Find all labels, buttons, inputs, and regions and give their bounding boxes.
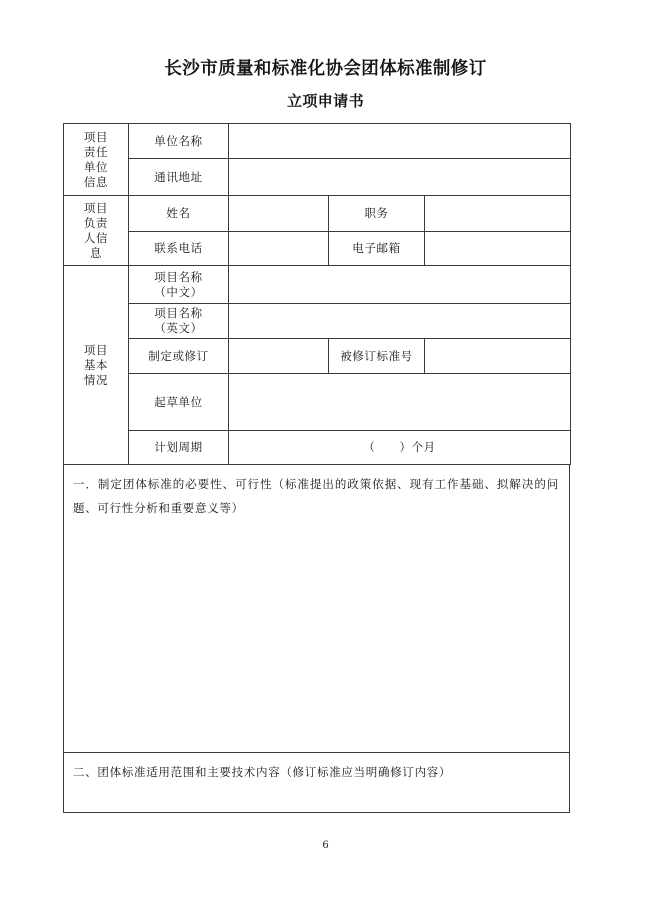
label-plan-cycle: 计划周期 bbox=[129, 431, 229, 465]
table-row bbox=[64, 232, 571, 266]
field-project-name-en[interactable] bbox=[229, 304, 571, 339]
page-number: 6 bbox=[322, 840, 329, 851]
side-label-line: 责任 bbox=[83, 144, 109, 159]
label-line-1: 项目名称 bbox=[154, 306, 203, 320]
field-unit-name[interactable] bbox=[229, 124, 571, 159]
table-row bbox=[64, 196, 571, 232]
label-revised-standard-no: 被修订标准号 bbox=[329, 339, 425, 374]
side-label-contact-person bbox=[64, 196, 129, 266]
side-label-line: 项目 bbox=[83, 129, 109, 144]
side-label-line: 信息 bbox=[83, 174, 109, 189]
field-phone[interactable] bbox=[229, 232, 329, 266]
field-email[interactable] bbox=[425, 232, 571, 266]
label-unit-name: 单位名称 bbox=[129, 124, 229, 159]
table-row bbox=[64, 124, 571, 159]
page-title-line-1: 长沙市质量和标准化协会团体标准制修订 bbox=[164, 59, 487, 79]
label-drafting-unit: 起草单位 bbox=[129, 374, 229, 431]
table-row bbox=[64, 431, 571, 465]
label-develop-or-revise: 制定或修订 bbox=[129, 339, 229, 374]
label-phone: 联系电话 bbox=[129, 232, 229, 266]
field-revised-standard-no[interactable] bbox=[425, 339, 571, 374]
side-label-line: 基本 bbox=[83, 357, 109, 372]
side-label-project-basics bbox=[64, 266, 129, 465]
table-row bbox=[64, 339, 571, 374]
table-row bbox=[64, 304, 571, 339]
field-person-position[interactable] bbox=[425, 196, 571, 232]
section-necessity-feasibility[interactable] bbox=[63, 464, 570, 753]
application-form-table bbox=[63, 123, 571, 465]
label-email: 电子邮箱 bbox=[329, 232, 425, 266]
field-person-name[interactable] bbox=[229, 196, 329, 232]
field-plan-cycle[interactable]: （ ）个月 bbox=[229, 431, 571, 465]
table-row bbox=[64, 159, 571, 196]
field-project-name-cn[interactable] bbox=[229, 266, 571, 304]
label-line-2: （中文） bbox=[154, 284, 203, 299]
side-label-responsible-unit bbox=[64, 124, 129, 196]
section-scope-technical-content[interactable] bbox=[63, 752, 570, 813]
side-label-line: 情况 bbox=[83, 372, 109, 387]
side-label-line: 人信 bbox=[83, 230, 109, 245]
table-row bbox=[64, 266, 571, 304]
field-postal-address[interactable] bbox=[229, 159, 571, 196]
table-row bbox=[64, 374, 571, 431]
section-two-heading: 二、团体标准适用范围和主要技术内容（修订标准应当明确修订内容） bbox=[73, 765, 452, 779]
page-title-line-2: 立项申请书 bbox=[286, 92, 364, 110]
label-postal-address: 通讯地址 bbox=[129, 159, 229, 196]
label-project-name-en bbox=[129, 304, 229, 339]
label-line-2: （英文） bbox=[154, 321, 203, 335]
side-label-line: 负责 bbox=[83, 215, 109, 230]
label-person-position: 职务 bbox=[329, 196, 425, 232]
side-label-line: 息 bbox=[89, 245, 103, 260]
field-develop-or-revise[interactable] bbox=[229, 339, 329, 374]
section-one-heading: 一．制定团体标准的必要性、可行性（标准提出的政策依据、现有工作基础、拟解决的问题、可行性分析和重要意义等） bbox=[73, 477, 559, 515]
side-label-line: 单位 bbox=[83, 159, 109, 174]
side-label-line: 项目 bbox=[83, 200, 109, 215]
field-drafting-unit[interactable] bbox=[229, 374, 571, 431]
label-person-name: 姓名 bbox=[129, 196, 229, 232]
label-line-1: 项目名称 bbox=[154, 269, 203, 284]
side-label-line: 项目 bbox=[83, 342, 109, 357]
label-project-name-cn bbox=[129, 266, 229, 304]
